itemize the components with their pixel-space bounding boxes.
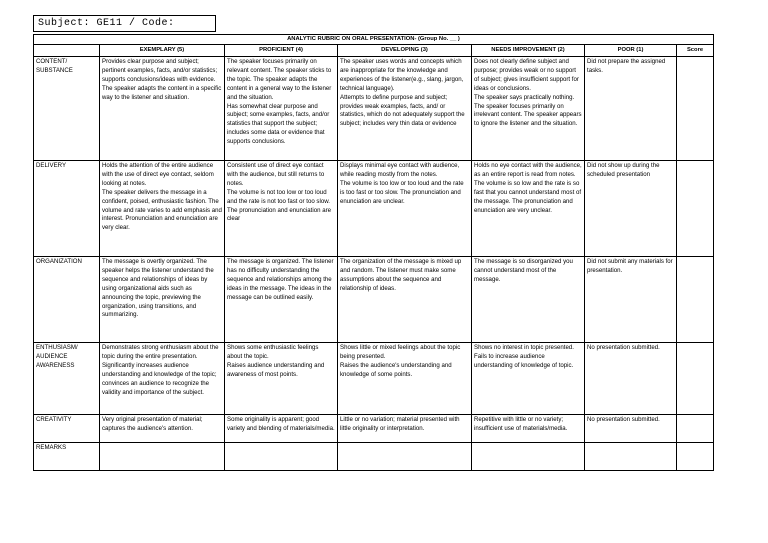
cell-proficient [225, 343, 338, 415]
cell-text: Raises audience understanding and awareness of most points. [227, 361, 325, 378]
rubric-row [34, 57, 714, 161]
criterion-label: CONTENT/ SUBSTANCE [34, 57, 100, 161]
cell-text: The speaker adapts the content in a specific way to the listener and situation. [102, 84, 222, 101]
cell-text: The message is overtly organized. The speaker helps the listener understand the sequence and relationships of ideas by using organizational aids such as announcing the topic, previewing the organization, using transitions, and summarizing. [102, 258, 214, 319]
header-developing: DEVELOPING (3) [338, 45, 472, 57]
cell-poor [585, 415, 677, 443]
cell-score[interactable] [677, 343, 714, 415]
rubric-row [34, 343, 714, 415]
cell-proficient [225, 257, 338, 343]
cell-developing [338, 415, 472, 443]
cell-text: The speaker delivers the message in a confident, poised, enthusiastic fashion. The volume and rate varies to add emphasis and interest. Pronunciation and enunciation are very clear. [102, 188, 222, 232]
header-score: Score [677, 45, 714, 57]
cell-text: The speaker focuses primarily on relevant content. The speaker sticks to the topic. The speaker adapts the content in a general way to the listener and the situation. [227, 58, 332, 101]
cell-text: Holds the attention of the entire audience with the use of direct eye contact, seldom looking at notes. [102, 162, 214, 187]
cell-needs-improvement [472, 443, 585, 471]
cell-text: The volume is too low or too loud and the rate is too fast or too slow. The pronunciation and enunciation are unclear. [340, 179, 464, 205]
rubric-table [33, 34, 714, 471]
cell-poor [585, 343, 677, 415]
cell-text: Significantly increases audience understanding and knowledge of the topic; convinces an audience to recognize the validity and importance of the subject. [102, 361, 217, 396]
cell-text: Shows no interest in topic presented. [474, 344, 574, 351]
cell-needs-improvement [472, 257, 585, 343]
cell-needs-improvement [472, 415, 585, 443]
cell-text: Consistent use of direct eye contact with the audience, but still returns to notes. [227, 162, 325, 187]
cell-text: The message is organized. The listener has no difficulty understanding the sequence and relationships among the ideas in the message. The ideas in the message can be outlined easily. [227, 258, 334, 301]
cell-proficient [225, 57, 338, 161]
cell-poor [585, 57, 677, 161]
rubric-row [34, 257, 714, 343]
rubric-row [34, 443, 714, 471]
cell-text: Fails to increase audience understanding of knowledge of topic. [474, 352, 574, 369]
cell-text: Provides clear purpose and subject; pertinent examples, facts, and/or statistics; supports conclusions/ideas with evidence. [102, 58, 218, 83]
cell-text: Shows little or mixed feelings about the topic being presented. [340, 344, 461, 360]
cell-text: No presentation submitted. [587, 344, 660, 351]
cell-text: Shows some enthusiastic feelings about the topic. [227, 344, 319, 360]
cell-poor [585, 257, 677, 343]
cell-text: Does not clearly define subject and purpose; provides weak or no support of subject; gives insufficient support for ideas or conclusions. [474, 58, 579, 92]
criterion-label: CREATIVITY [34, 415, 100, 443]
criterion-label: ENTHUSIASM/ AUDIENCE AWARENESS [34, 343, 100, 415]
cell-text: Displays minimal eye contact with audience, while reading mostly from the notes. [340, 162, 460, 178]
cell-text: Repetitive with little or no variety; insufficient use of materials/media. [474, 416, 568, 432]
cell-text: Demonstrates strong enthusiasm about the topic during the entire presentation. [102, 344, 219, 360]
cell-text: Has somewhat clear purpose and subject; some examples, facts, and/or statistics that support the subject; includes some data or evidence that supports conclusions. [227, 102, 330, 146]
subject-code-field: Subject: GE11 / Code: [33, 15, 216, 32]
cell-developing [338, 57, 472, 161]
cell-exemplary [100, 257, 225, 343]
cell-text: The volume is not too low or too loud and the rate is not too fast or too slow. The pronunciation and enunciation are clear [227, 188, 332, 223]
cell-text: The message is so disorganized you cannot understand most of the message. [474, 258, 573, 283]
cell-text: Little or no variation; material presented with little originality or interpretation. [340, 416, 460, 432]
cell-text: Raises the audience's understanding and knowledge of some points. [340, 361, 452, 378]
cell-text: The volume is so low and the rate is so fast that you cannot understand most of the message. The pronunciation and enunciation are very unclear. [474, 179, 582, 214]
cell-text: Did not submit any materials for presentation. [587, 258, 673, 274]
cell-score[interactable] [677, 257, 714, 343]
cell-needs-improvement [472, 343, 585, 415]
cell-text: No presentation submitted. [587, 416, 660, 423]
cell-score[interactable] [677, 415, 714, 443]
cell-score[interactable] [677, 443, 714, 471]
cell-developing [338, 443, 472, 471]
header-poor: POOR (1) [585, 45, 677, 57]
cell-needs-improvement [472, 161, 585, 257]
criterion-label: REMARKS [34, 443, 100, 471]
cell-text: Holds no eye contact with the audience, as an entire report is read from notes. [474, 162, 582, 178]
cell-proficient [225, 443, 338, 471]
cell-proficient [225, 161, 338, 257]
cell-exemplary [100, 443, 225, 471]
header-exemplary: EXEMPLARY (5) [100, 45, 225, 57]
cell-developing [338, 343, 472, 415]
criterion-label: DELIVERY [34, 161, 100, 257]
cell-score[interactable] [677, 161, 714, 257]
cell-text: Did not prepare the assigned tasks. [587, 58, 666, 74]
rubric-row [34, 161, 714, 257]
criterion-label: ORGANIZATION [34, 257, 100, 343]
rubric-title: ANALYTIC RUBRIC ON ORAL PRESENTATION- (Group No. __ ) [34, 35, 714, 45]
cell-text: Some originality is apparent; good variety and blending of materials/media. [227, 416, 335, 432]
cell-poor [585, 161, 677, 257]
header-criterion [34, 45, 100, 57]
rubric-title-row [34, 35, 714, 45]
rubric-row [34, 415, 714, 443]
cell-text: The organization of the message is mixed up and random. The listener must make some assumptions about the sequence and relationship of ideas. [340, 258, 462, 292]
header-needs-improvement: NEEDS IMPROVEMENT (2) [472, 45, 585, 57]
cell-developing [338, 161, 472, 257]
cell-text: Attempts to define purpose and subject; provides weak examples, facts, and/ or statistics, which do not adequately support the subject; includes very thin data or evidence [340, 93, 465, 128]
cell-text: Very original presentation of material; captures the audience's attention. [102, 416, 203, 432]
cell-score[interactable] [677, 57, 714, 161]
cell-text: The speaker uses words and concepts which are inappropriate for the knowledge and experiences of the listener(e.g., slang, jargon, technical language). [340, 58, 464, 92]
cell-poor [585, 443, 677, 471]
cell-text: Did not show up during the scheduled presentation [587, 162, 660, 178]
cell-text: The speaker says practically nothing. The speaker focuses primarily on irrelevant content. The speaker appears to ignore the listener and the situation. [474, 93, 582, 128]
cell-proficient [225, 415, 338, 443]
header-proficient: PROFICIENT (4) [225, 45, 338, 57]
cell-exemplary [100, 343, 225, 415]
cell-exemplary [100, 161, 225, 257]
cell-developing [338, 257, 472, 343]
cell-exemplary [100, 415, 225, 443]
cell-exemplary [100, 57, 225, 161]
cell-needs-improvement [472, 57, 585, 161]
rubric-header-row [34, 45, 714, 57]
